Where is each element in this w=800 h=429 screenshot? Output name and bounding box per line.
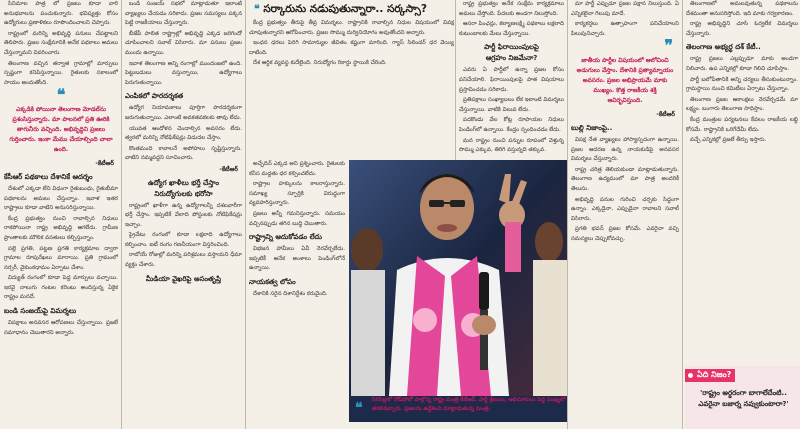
fact-check-tag: [685, 369, 735, 382]
col5-para-3: విపక్ష నేత వ్యాఖ్యలు హాస్యాస్పదంగా ఉన్నాయి. ప్రజల ఆదరణ ఉన్న నాయకుడిపై అనవసర విమర్శలు చేస్తున్నారు.: [571, 136, 679, 163]
col6-para-2: రాష్ట్ర అభివృద్ధిని చూసి ఓర్వలేక విమర్శలు చేస్తున్నారు.: [686, 21, 798, 37]
col5-para-1: మా పార్టీ ఎప్పుడూ ప్రజల పక్షాన నిలుస్తుంది. ఏ ఎన్నికలైనా గెలుపు మాదే.: [571, 1, 679, 17]
col3-para-2: ఇంధన ధరలు పెరిగి సామాన్యుల జీవితం కష్టంగా మారింది. గ్యాస్ సిలిండర్ ధర వెయ్యి దాటింది.: [249, 40, 454, 56]
col1-para-7: విద్యుత్ రంగంలో కూడా పెద్ద మార్పులు వచ్చాయి. ఇరవై నాలుగు గంటల కరెంటు అందిస్తున్న ఏకైక రాష్ట్రం మనదే.: [4, 275, 118, 301]
quote-mark-icon: ❝: [254, 3, 260, 15]
col1-para-6: పల్లె ప్రగతి, పట్టణ ప్రగతి కార్యక్రమాల ద్వారా గ్రామాల రూపురేఖలు మారాయి. ప్రతి గ్రామంలో నర్సరీ, వైకుంఠధామం ఏర్పాటు చేశాం.: [4, 245, 118, 271]
col4-subhead-1: పార్టీ ఫిరాయింపులపై: [484, 43, 539, 52]
col1-para-3: తెలంగాణ వచ్చిన తర్వాత గ్రామాల్లో మార్పులు స్పష్టంగా కనిపిస్తున్నాయి. రైతులకు సకాలంలో సాయం అందుతోంది.: [4, 60, 118, 86]
col2-subhead-2: ఉద్యోగ ఖాళీలు భర్తీ చేస్తాం: [147, 178, 220, 187]
col3-subhead-2: నాయకత్వ లోపం: [249, 277, 296, 286]
col6-para-5: తెలంగాణ ప్రజల ఆకాంక్షలు నెరవేర్చడమే మా లక్ష్యం. బంగారు తెలంగాణ సాధిస్తాం.: [686, 96, 798, 113]
column-6: [686, 0, 798, 362]
col4-para-4: ప్రతిపక్షాలు సంఖ్యాబలం లేక ఇలాంటి విమర్శలు చేస్తున్నాయి. వాటికి విలువ లేదు.: [459, 97, 564, 113]
col5-para-5: అభివృద్ధి పనుల గురించి చర్చకు సిద్ధంగా ఉన్నాం. ఎక్కడైనా, ఎప్పుడైనా రావాలని సవాల్ విసిరారు.: [571, 196, 679, 222]
col2-subhead-2b: నిరుద్యోగులకు భరోసా: [154, 189, 213, 198]
col5-para-4: రాష్ట్ర చరిత్ర తెలియకుండా మాట్లాడుతున్నారు. తెలంగాణ ఉద్యమంలో మా పాత్ర అందరికీ తెలుసు.: [571, 166, 679, 192]
col5-pull-quote: జాతీయ పార్టీల విషయంలో ఆలోచించి అడుగులు వేస్తాం. దేశానికి ప్రత్యామ్నాయం అవసరం. ప్రజల అభిప్రాయమే మాకు ముఖ్యం. కొత్త రాజకీయ శక్తి ఆవిర్భవిస్తుంది.: [576, 57, 674, 105]
col5-para-6: ప్రగతి భవన్ ప్రజల కోసమే. ఎవరైనా వచ్చి సమస్యలు చెప్పుకోవచ్చు.: [571, 226, 679, 242]
column-4: [459, 0, 564, 160]
fact-check-quote: 'రాష్ట్రం అర్థరంగా బాగాలేదేంటి.. ఎవరైనా బజార్న నవ్వుకుంటారా?': [698, 389, 789, 408]
col3-para-4: అచ్ఛేదిన్ ఎక్కడ అని ప్రశ్నించారు. రైతులకు కనీస మద్దతు ధర కల్పించలేదు.: [249, 161, 345, 177]
col3-para-1: కేంద్ర ప్రభుత్వం తీరుపై తీవ్ర విమర్శలు. రాష్ట్రానికి రావాల్సిన నిధుల విషయంలో వివక్ష చూపుతున్నారని ఆరోపించారు. ప్రజల సొమ్ము దుర్వినియోగం అవుతోందని అన్నారు.: [249, 20, 454, 36]
column-divider: [455, 0, 456, 160]
column-divider: [682, 0, 683, 429]
quote-mark-icon: ❝: [56, 85, 66, 105]
col4-subhead-1b: ఆగ్రహం నిజమేనా?: [485, 54, 538, 63]
col1-para-4: దేశంలో ఎక్కడా లేని విధంగా రైతుబంధు, రైతుబీమా పథకాలను అమలు చేస్తున్నాం. ఇవాళ ఇతర రాష్ట్రాలు కూడా వాటిని అనుసరిస్తున్నాయి.: [4, 185, 118, 212]
col2-para-6: కొంతమంది కావాలనే అపోహలు సృష్టిస్తున్నారు. వాటిని నమ్మవద్దని సూచించారు.: [125, 145, 242, 162]
photo-illustration: [349, 160, 567, 396]
col6-para-3: రాష్ట్ర ప్రజలు ఎల్లప్పుడూ మాకు అండగా నిలిచారు. ఉప ఎన్నికల్లో కూడా గెలిచి చూపిస్తాం.: [686, 56, 798, 72]
col4-para-1: రాష్ట్ర ప్రభుత్వం అనేక సంక్షేమ కార్యక్రమాలు అమలు చేస్తోంది. పేదలకు అండగా నిలుస్తోంది.: [459, 1, 564, 17]
col3-para-3: దేశ ఆర్థిక వ్యవస్థ కుదేలైంది. నిరుద్యోగం రికార్డు స్థాయికి చేరింది.: [253, 60, 387, 67]
column-3-bottom: [249, 160, 345, 429]
news-photo: [349, 160, 567, 422]
col2-para-1: బండి సంజయ్ సభలో మాట్లాడుతూ ఇలాంటి వ్యాఖ్యలు చేయడం సరికాదు. ప్రజల సమస్యలు పక్కన పెట్టి రాజకీయాలు చేస్తున్నారు.: [125, 1, 242, 27]
col4-para-3: ఎవరు ఏ పార్టీలో ఉన్నా ప్రజల కోసం పనిచేయాలి. ఫిరాయింపులపై పాత విషయాలు ప్రస్తావించడం సరికాదు.: [459, 67, 564, 93]
column-divider: [567, 0, 568, 429]
col6-para-4: పార్టీ బలోపేతానికి అన్ని చర్యలు తీసుకుంటున్నాం. గ్రామస్థాయి నుంచి కమిటీలు ఏర్పాటు చేస్తున్నాం.: [686, 76, 798, 93]
col1-pull-quote: ఎక్కడికి పోయినా తెలంగాణ మోడల్‌ను ప్రశంసిస్తున్నారు. మా పాలనలో ప్రతి ఊరికి తాగునీరు వచ్చింది. అభివృద్ధిని ప్రజలు గుర్తించారు. ఇంకా మేము చేయాల్సింది చాలా ఉంది.: [9, 106, 113, 154]
photo-caption: సిరిసిల్లలో రోడ్‌షోలో పాల్గొన్న రాష్ట్ర మంత్రి కేటీఆర్. పార్టీ శ్రేణులు, అభిమానులు పెద్ద సంఖ్యలో తరలివచ్చారు. ప్రజలను ఉద్దేశించి మాట్లాడుతున్న మంత్రి.: [372, 397, 566, 412]
main-headline-text: సర్కారును నడుపుతున్నారా.. సర్కస్సా?: [263, 3, 427, 15]
col3-subhead-1: రాష్ట్రాన్ని ఆదుకోవడం లేదు: [249, 233, 322, 242]
col2-para-3: ఇవాళ తెలంగాణ అన్ని రంగాల్లో ముందంజలో ఉంది. పెట్టుబడులు వస్తున్నాయి, ఉద్యోగాలు పెరుగుతున్నాయి.: [125, 60, 242, 86]
col3-para-6: ప్రజలు అన్నీ గమనిస్తున్నారు. సమయం వచ్చినప్పుడు తగిన బుద్ధి చెబుతారు.: [249, 210, 345, 227]
col2-para-8: ప్రైవేటు రంగంలో కూడా లక్షలాది ఉద్యోగాలు కల్పించాం. ఐటీ రంగం గణనీయంగా విస్తరించింది.: [125, 232, 242, 248]
col5-para-2: కార్యకర్తలు ఉత్సాహంగా పనిచేయాలని పిలుపునిచ్చారు.: [571, 21, 679, 37]
col4-para-6: మన రాష్ట్రం నుంచి పన్నుల రూపంలో వెళ్తున్న సొమ్ము ఎక్కువ, తిరిగి వస్తున్నది తక్కువ.: [459, 137, 564, 154]
col6-subhead-1: తెలంగాణ అభ్యర్థ దశ్ కేటీ..: [686, 43, 761, 52]
column-5: [571, 0, 679, 429]
col1-para-8: విపక్షాలు అనవసర ఆరోపణలు చేస్తున్నాయి. ప్రజలే సమాధానం చెబుతారని అన్నారు.: [4, 320, 118, 336]
col2-byline: -కేటీఆర్: [219, 165, 238, 173]
col1-quote-byline: -కేటీఆర్: [95, 160, 114, 168]
col3-para-8: దేశానికి సరైన దిశానిర్దేశం కరువైంది.: [253, 290, 328, 297]
col2-para-2: బీజేపీ పాలిత రాష్ట్రాల్లో అభివృద్ధి ఎక్కడ జరిగిందో చూపించాలని సవాల్ విసిరారు. మా పనులు ప్రజల ముందు ఉన్నాయి.: [125, 30, 242, 56]
col2-para-9: రాబోయే రోజుల్లో మరిన్ని పరిశ్రమలు వస్తాయని ధీమా వ్యక్తం చేశారు.: [125, 252, 242, 269]
column-2: [125, 0, 242, 429]
col6-para-7: వచ్చే ఎన్నికల్లో ప్రజలే తీర్పు ఇస్తారు.: [690, 137, 767, 144]
main-headline: [254, 2, 454, 16]
col1-subhead-1: కేసీఆర్ పథకాలు దేశానికే ఆదర్శం: [4, 172, 93, 181]
col6-para-6: కేంద్ర మంత్రుల పర్యటనలు కేవలం రాజకీయ లబ్ధి కోసమే. రాష్ట్రానికి ఒరిగేదేమీ లేదు.: [686, 116, 798, 133]
col5-byline: -కేటీఆర్: [656, 111, 675, 119]
quote-mark-icon: ❞: [664, 36, 673, 56]
col4-para-5: పదకొండు వేల కోట్ల రూపాయల నిధులు పెండింగ్‌లో ఉన్నాయి. కేంద్రం స్పందించడం లేదు.: [459, 117, 564, 133]
col1-para-5: కేంద్ర ప్రభుత్వం నుంచి రావాల్సిన నిధులు రాకపోయినా రాష్ట్ర అభివృద్ధి ఆగలేదు. గ్రామీణ ప్రాంతాలకు మౌలిక వసతులు కల్పిస్తున్నాం.: [4, 215, 118, 241]
col6-para-1: తెలంగాణలో అమలవుతున్న పథకాలను దేశమంతా అనుసరిస్తోంది. ఇది మాకు గర్వకారణం.: [686, 1, 798, 17]
col3-para-5: రాష్ట్రాల హక్కులను కాలరాస్తున్నారు. సమాఖ్య స్ఫూర్తికి విరుద్ధంగా వ్యవహరిస్తున్నారు.: [249, 181, 345, 207]
col3-para-7: విభజన హామీలు ఏవీ నెరవేర్చలేదు. ఇప్పటికీ అనేక అంశాలు పెండింగ్‌లోనే ఉన్నాయి.: [249, 246, 345, 272]
fact-check-box: [685, 366, 800, 429]
col1-para-2: రాష్ట్రంలో మరిన్ని అభివృద్ధి పనులు చేపట్టాలని తెలిపారు. ప్రజల సంక్షేమానికి అనేక పథకాలు అమలు చేస్తున్నామని వివరించారు.: [4, 30, 118, 56]
column-divider: [245, 0, 246, 429]
bullet-icon: [688, 373, 693, 378]
fact-check-tag-label: ఏది నిజం?: [697, 370, 732, 379]
column-3-top: [249, 19, 454, 159]
col1-para-1: సినిమాల పాత్ర లో ప్రజలు కూడా వారి అనుభవాలను పంచుకున్నారు. భవిష్యత్తు కోసం ఉద్యోగులు ప్రణాళికలు రూపొందించాలని చెప్పారు.: [4, 1, 118, 27]
column-divider: [121, 0, 122, 429]
col2-subhead-1: ఎంపికలో పారదర్శకత: [125, 92, 184, 101]
col2-para-5: యువత ఆందోళన చెందాల్సిన అవసరం లేదు. త్వరలో మరిన్ని నోటిఫికేషన్లు విడుదల చేస్తాం.: [125, 125, 242, 142]
col2-subhead-3: మీడియా వైఖరిపై అసంతృప్తి: [145, 274, 222, 283]
col1-subhead-2: బండి సంజయ్‌పై విమర్శలు: [4, 307, 77, 316]
col4-para-2: ఆసరా పింఛన్లు, కల్యాణలక్ష్మి పథకాలు లక్షలాది కుటుంబాలకు మేలు చేస్తున్నాయి.: [459, 21, 564, 37]
col2-para-4: ఉద్యోగ నియామకాలు పూర్తిగా పారదర్శకంగా జరుగుతున్నాయి. ఎలాంటి అవకతవకలకు తావు లేదు.: [125, 105, 242, 121]
column-1: [4, 0, 118, 429]
col5-subhead-1: బుల్లి నిజాంపై..: [571, 123, 613, 132]
col2-para-7: రాష్ట్రంలో ఖాళీగా ఉన్న ఉద్యోగాలన్నీ దశలవారీగా భర్తీ చేస్తాం. ఇప్పటికే వేలాది పోస్టులకు నోటిఫికేషన్లు ఇచ్చాం.: [125, 202, 242, 228]
quote-mark-icon: ❝: [355, 400, 363, 416]
